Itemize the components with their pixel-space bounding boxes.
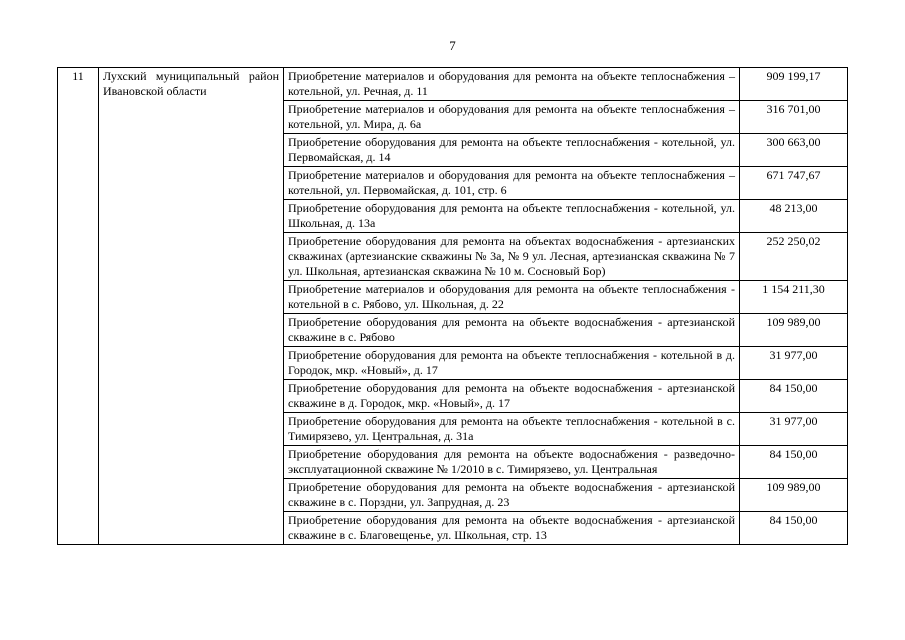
item-description-cell: Приобретение оборудования для ремонта на объекте водоснабжения - артезианской скважине в с. Порздни, ул. Запрудная, д. 23 — [284, 479, 740, 512]
item-amount-cell: 300 663,00 — [740, 134, 848, 167]
item-description-cell: Приобретение оборудования для ремонта на объекте водоснабжения - артезианской скважине в с. Рябово — [284, 314, 740, 347]
item-description-cell: Приобретение оборудования для ремонта на объектах водоснабжения - артезианских скважинах (артезианские скважины № 3а, № 9 ул. Лесная, артезианская скважина № 7 ул. Школьная, артезианская скважина № 10 м. Сосновый Бор) — [284, 233, 740, 281]
item-amount-cell: 31 977,00 — [740, 413, 848, 446]
item-description-cell: Приобретение материалов и оборудования для ремонта на объекте теплоснабжения – котельной, ул. Речная, д. 11 — [284, 68, 740, 101]
item-amount-cell: 109 989,00 — [740, 314, 848, 347]
item-amount-cell: 48 213,00 — [740, 200, 848, 233]
item-amount-cell: 84 150,00 — [740, 512, 848, 545]
item-description-cell: Приобретение оборудования для ремонта на объекте теплоснабжения - котельной в д. Городок, мкр. «Новый», д. 17 — [284, 347, 740, 380]
item-amount-cell: 84 150,00 — [740, 446, 848, 479]
item-amount-cell: 84 150,00 — [740, 380, 848, 413]
item-amount-cell: 31 977,00 — [740, 347, 848, 380]
item-amount-cell: 316 701,00 — [740, 101, 848, 134]
item-amount-cell: 671 747,67 — [740, 167, 848, 200]
item-description-cell: Приобретение материалов и оборудования для ремонта на объекте теплоснабжения – котельной, ул. Мира, д. 6а — [284, 101, 740, 134]
municipality-cell: Лухский муниципальный район Ивановской области — [99, 68, 284, 545]
item-description-cell: Приобретение оборудования для ремонта на объекте теплоснабжения - котельной, ул. Первомайская, д. 14 — [284, 134, 740, 167]
item-description-cell: Приобретение оборудования для ремонта на объекте водоснабжения - артезианской скважине в д. Городок, мкр. «Новый», д. 17 — [284, 380, 740, 413]
item-description-cell: Приобретение оборудования для ремонта на объекте теплоснабжения - котельной в с. Тимирязево, ул. Центральная, д. 31а — [284, 413, 740, 446]
table-row — [58, 68, 848, 101]
item-amount-cell: 909 199,17 — [740, 68, 848, 101]
page-number: 7 — [449, 38, 456, 53]
item-amount-cell: 252 250,02 — [740, 233, 848, 281]
funding-table — [57, 67, 848, 545]
row-number-cell: 11 — [58, 68, 99, 545]
item-description-cell: Приобретение оборудования для ремонта на объекте водоснабжения - артезианской скважине в с. Благовещенье, ул. Школьная, стр. 13 — [284, 512, 740, 545]
item-amount-cell: 1 154 211,30 — [740, 281, 848, 314]
funding-table-body — [58, 68, 848, 545]
item-description-cell: Приобретение оборудования для ремонта на объекте теплоснабжения - котельной, ул. Школьная, д. 13а — [284, 200, 740, 233]
item-description-cell: Приобретение оборудования для ремонта на объекте водоснабжения - разведочно-эксплуатационной скважине № 1/2010 в с. Тимирязево, ул. Центральная — [284, 446, 740, 479]
item-amount-cell: 109 989,00 — [740, 479, 848, 512]
item-description-cell: Приобретение материалов и оборудования для ремонта на объекте теплоснабжения - котельной в с. Рябово, ул. Школьная, д. 22 — [284, 281, 740, 314]
item-description-cell: Приобретение материалов и оборудования для ремонта на объекте теплоснабжения – котельной, ул. Первомайская, д. 101, стр. 6 — [284, 167, 740, 200]
